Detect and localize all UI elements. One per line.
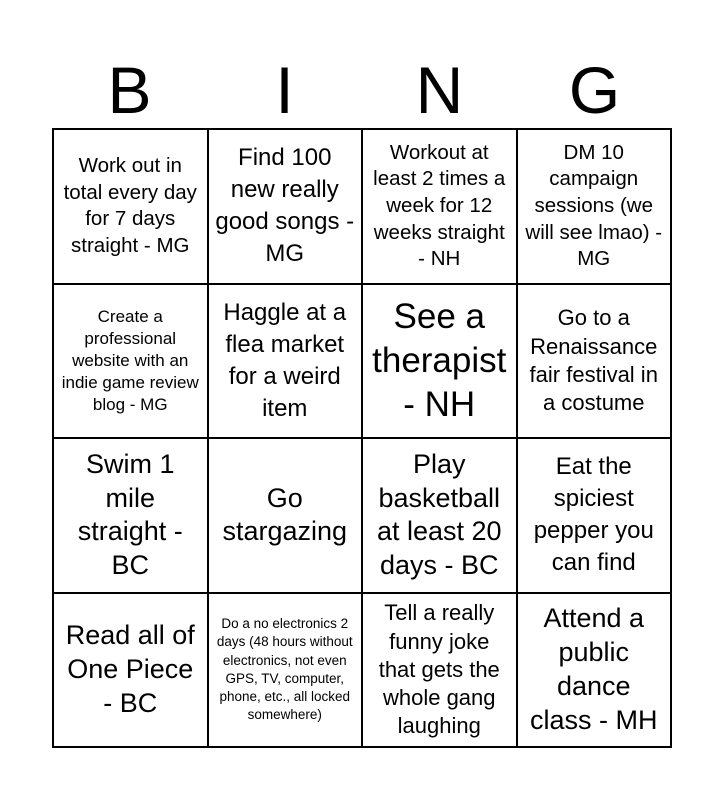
header-letter-b: B [107,53,152,127]
cell-text: Go stargazing [222,482,348,547]
cell-text: Create a professional website with an indie game review blog - MG [61,306,199,414]
cell-text: Workout at least 2 times a week for 12 weeks straight - NH [373,140,506,271]
header-letter-i: I [275,53,294,127]
bingo-cell-4[interactable] [518,130,673,285]
cell-text: Swim 1 mile straight - BC [77,448,183,580]
bingo-cell-2[interactable] [209,130,364,285]
header-letter-g: G [568,53,621,127]
cell-text: Tell a really funny joke that gets the whole gang laughing [378,600,500,738]
bingo-cell-9[interactable] [54,439,209,594]
bingo-header [52,52,672,128]
bingo-cell-6[interactable] [209,285,364,440]
cell-text: Attend a public dance class - MH [530,603,658,735]
cell-text: See a therapist - NH [372,297,507,424]
cell-text: Play basketball at least 20 days - BC [376,448,502,580]
bingo-cell-13[interactable] [54,594,209,749]
cell-text: Haggle at a flea market for a weird item [223,298,347,422]
bingo-cell-12[interactable] [518,439,673,594]
cell-text: DM 10 campaign sessions (we will see lmao) - MG [525,140,663,271]
bingo-cell-16[interactable] [518,594,673,749]
bingo-cell-5[interactable] [54,285,209,440]
bingo-cell-14[interactable] [209,594,364,749]
cell-text: Eat the spiciest pepper you can find [533,453,654,577]
bingo-cell-8[interactable] [518,285,673,440]
bingo-cell-11[interactable] [363,439,518,594]
bingo-cell-1[interactable] [54,130,209,285]
bingo-cell-10[interactable] [209,439,364,594]
bingo-cell-7[interactable] [363,285,518,440]
cell-text: Do a no electronics 2 days (48 hours without electronics, not even GPS, TV, computer, phone, etc., all locked somewhere) [216,616,353,723]
bingo-board [52,128,672,748]
cell-text: Go to a Renaissance fair festival in a costume [529,305,658,415]
cell-text: Work out in total every day for 7 days straight - MG [63,153,197,257]
bingo-cell-3[interactable] [363,130,518,285]
cell-text: Read all of One Piece - BC [65,620,195,718]
bingo-cell-15[interactable] [363,594,518,749]
cell-text: Find 100 new really good songs - MG [215,144,355,268]
header-letter-n: N [415,53,464,127]
